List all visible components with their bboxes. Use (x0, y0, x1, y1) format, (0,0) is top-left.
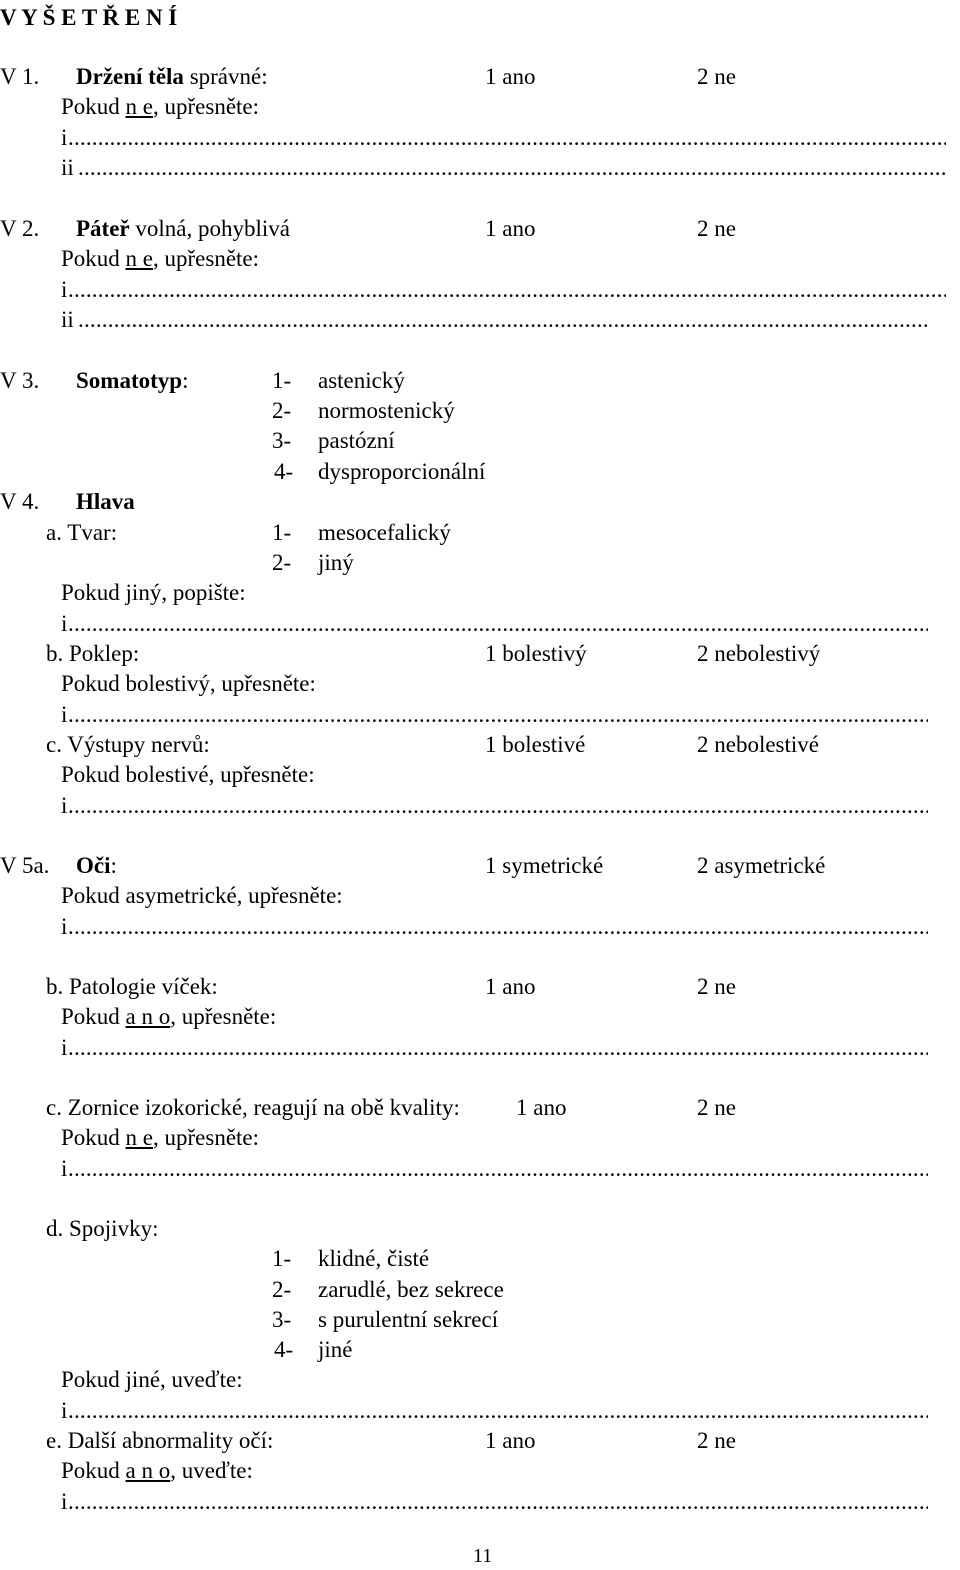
v2-question-rest: volná, pohyblivá (129, 216, 290, 241)
v1-question (76, 63, 268, 91)
v5c-detail-b: , upřesněte: (153, 1125, 260, 1150)
v2-detail-a: Pokud (61, 246, 126, 271)
v3-option-3-number: 3- (272, 428, 292, 453)
v4c-option-2: 2 nebolestivé (697, 732, 819, 757)
v5-number: V 5a. (0, 853, 50, 878)
v1-detail-a: Pokud (61, 94, 126, 119)
v5b-line-i-label: i (61, 1035, 68, 1060)
v5e-detail-underlined: a n o (125, 1458, 171, 1483)
v4a-option-1-number: 1- (272, 520, 292, 545)
v5d-option-3-number: 3- (272, 1307, 292, 1332)
v3-question-rest: : (182, 368, 189, 393)
v4b-label: b. Poklep: (46, 641, 140, 666)
v2-line-i-label: i (61, 277, 68, 302)
v5b-option-no: 2 ne (697, 974, 736, 999)
v5e-line-i-label: i (61, 1489, 68, 1514)
v5c-detail-underlined: n e (125, 1125, 154, 1150)
v4c-line-i-label: i (61, 793, 68, 818)
v2-line-ii-label: ii (61, 307, 74, 332)
v3-option-1-label: astenický (318, 368, 405, 393)
v5d-detail-prompt: Pokud jiné, uveďte: (61, 1367, 243, 1392)
v3-option-4-number: 4- (274, 459, 294, 484)
v5-detail-prompt: Pokud asymetrické, upřesněte: (61, 883, 343, 908)
v5-question-bold: Oči (76, 853, 111, 878)
v4b-line-i-label: i (61, 702, 68, 727)
v2-number: V 2. (0, 216, 40, 241)
v1-number: V 1. (0, 64, 40, 89)
page-title: V Y Š E T Ř E N Í (0, 5, 178, 30)
v5b-detail-b: , upřesněte: (170, 1004, 277, 1029)
v2-detail-prompt (61, 245, 259, 273)
v4b-option-1: 1 bolestivý (485, 641, 587, 666)
v3-option-1-number: 1- (272, 368, 292, 393)
v5c-line-i (68, 1155, 928, 1183)
v5c-detail-a: Pokud (61, 1125, 126, 1150)
v3-option-4-label: dysproporcionální (318, 459, 486, 484)
v5-option-1: 1 symetrické (485, 853, 604, 878)
v1-line-ii-label: ii (61, 155, 74, 180)
v1-line-ii (78, 154, 946, 182)
v5-line-i-label: i (61, 914, 68, 939)
v4a-option-2-number: 2- (272, 550, 292, 575)
v1-detail-prompt (61, 93, 259, 121)
v3-option-3-label: pastózní (318, 428, 395, 453)
page-number: 11 (473, 1545, 493, 1567)
v5e-detail-prompt (61, 1457, 253, 1485)
v5-option-2: 2 asymetrické (697, 853, 826, 878)
v2-line-i (68, 276, 946, 304)
v4b-detail-prompt: Pokud bolestivý, upřesněte: (61, 671, 316, 696)
v1-line-i-label: i (61, 125, 68, 150)
v4a-option-1-label: mesocefalický (318, 520, 451, 545)
v4c-detail-prompt: Pokud bolestivé, upřesněte: (61, 762, 315, 787)
v4-heading (76, 488, 135, 516)
v1-option-no: 2 ne (697, 64, 736, 89)
v4-heading-bold: Hlava (76, 489, 135, 514)
v1-question-rest: správné: (183, 64, 268, 89)
v5e-option-no: 2 ne (697, 1428, 736, 1453)
v4b-line-i (68, 701, 928, 729)
v5e-detail-b: , uveďte: (170, 1458, 253, 1483)
v1-detail-b: , upřesněte: (153, 94, 260, 119)
v4c-label: c. Výstupy nervů: (46, 732, 210, 757)
v1-option-yes: 1 ano (485, 64, 536, 89)
v2-detail-underlined: n e (125, 246, 154, 271)
v5b-option-yes: 1 ano (485, 974, 536, 999)
v5b-detail-underlined: a n o (125, 1004, 171, 1029)
v3-question (76, 367, 188, 395)
v5c-detail-prompt (61, 1124, 259, 1152)
v4c-line-i (68, 792, 928, 820)
v4a-detail-prompt: Pokud jiný, popište: (61, 580, 246, 605)
v5e-label: e. Další abnormality očí: (46, 1428, 274, 1453)
v5d-line-i (68, 1397, 928, 1425)
v2-question-bold: Páteř (76, 216, 130, 241)
v5d-option-3-label: s purulentní sekrecí (318, 1307, 499, 1332)
v1-line-i (68, 124, 946, 152)
v5-question (76, 852, 117, 880)
v5-line-i (68, 913, 928, 941)
v3-option-2-label: normostenický (318, 398, 455, 423)
v4c-option-1: 1 bolestivé (485, 732, 586, 757)
v3-question-bold: Somatotyp (76, 368, 183, 393)
v4a-line-i-label: i (61, 611, 68, 636)
v5d-option-1-label: klidné, čisté (318, 1246, 430, 1271)
v3-option-2-number: 2- (272, 398, 292, 423)
v5d-option-2-label: zarudlé, bez sekrece (318, 1277, 504, 1302)
v5d-option-4-number: 4- (274, 1337, 294, 1362)
v5d-option-1-number: 1- (272, 1246, 292, 1271)
v5e-line-i (68, 1488, 928, 1516)
v5c-label: c. Zornice izokorické, reagují na obě kvality: (46, 1095, 460, 1120)
v5c-line-i-label: i (61, 1156, 68, 1181)
v5c-option-yes: 1 ano (516, 1095, 567, 1120)
v4a-label: a. Tvar: (46, 520, 118, 545)
v5b-detail-a: Pokud (61, 1004, 126, 1029)
v2-option-no: 2 ne (697, 216, 736, 241)
v2-question (76, 215, 290, 243)
v1-detail-underlined: n e (125, 94, 154, 119)
v4-number: V 4. (0, 489, 40, 514)
v5b-line-i (68, 1034, 928, 1062)
v4a-line-i (68, 610, 928, 638)
v4a-option-2-label: jiný (318, 550, 354, 575)
v5d-option-4-label: jiné (318, 1337, 353, 1362)
v5b-label: b. Patologie víček: (46, 974, 218, 999)
v4b-option-2: 2 nebolestivý (697, 641, 821, 666)
v5c-option-no: 2 ne (697, 1095, 736, 1120)
v5e-option-yes: 1 ano (485, 1428, 536, 1453)
v5b-detail-prompt (61, 1003, 276, 1031)
v5d-label: d. Spojivky: (46, 1216, 159, 1241)
v2-option-yes: 1 ano (485, 216, 536, 241)
v3-number: V 3. (0, 368, 40, 393)
v5e-detail-a: Pokud (61, 1458, 126, 1483)
v2-line-ii (78, 306, 928, 334)
v5-question-rest: : (110, 853, 117, 878)
v5d-line-i-label: i (61, 1398, 68, 1423)
v1-question-bold: Držení těla (76, 64, 184, 89)
v5d-option-2-number: 2- (272, 1277, 292, 1302)
v2-detail-b: , upřesněte: (153, 246, 260, 271)
